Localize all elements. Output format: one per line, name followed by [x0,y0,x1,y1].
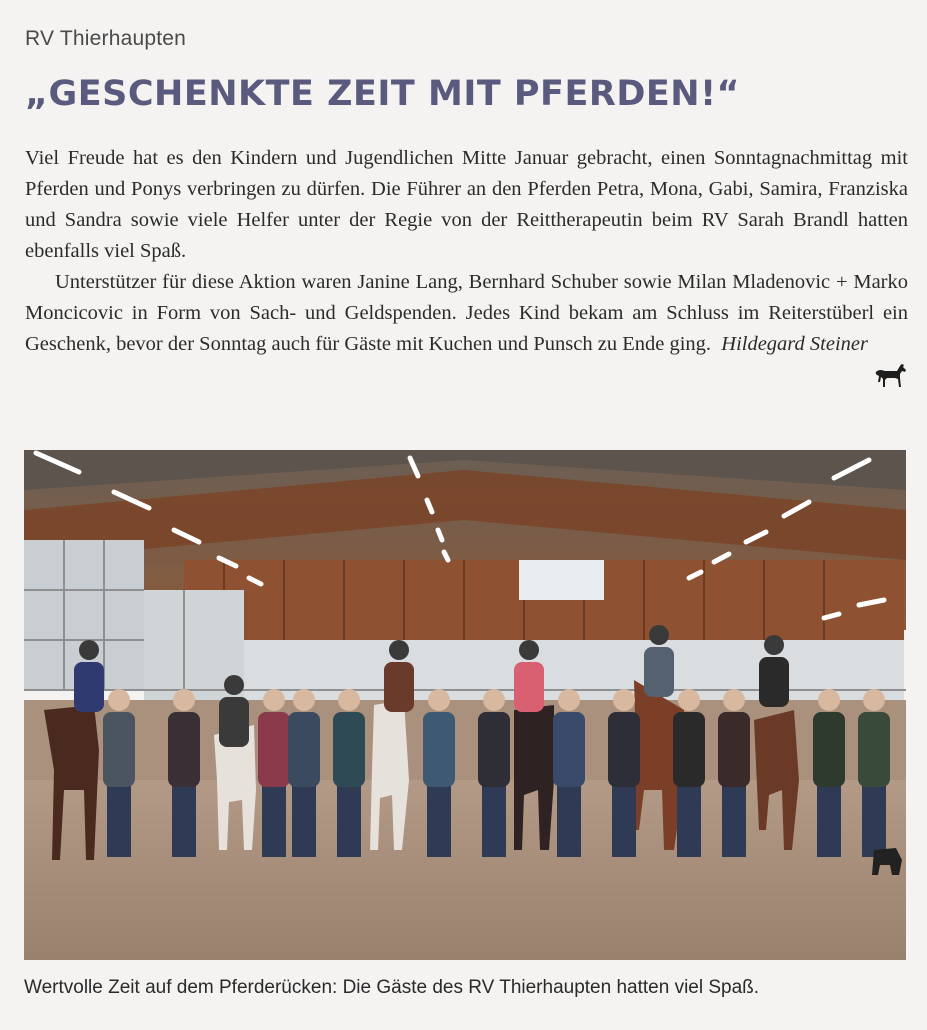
article-headline: „GESCHENKTE ZEIT MIT PFERDEN!“ [25,74,741,114]
horse-icon [873,362,907,388]
paragraph-2 [25,267,908,360]
paragraph-1: Viel Freude hat es den Kindern und Jugendlichen Mitte Januar gebracht, einen Sonntagnachmittag mit Pferden und Ponys verbringen zu dürfen. Die Führer an den Pferden Petra, Mona, Gabi, Samira, Franziska und Sandra sowie viele Helfer unter der Regie von der Reittherapeutin beim RV Sarah Brandl hatten ebenfalls viel Spaß. [25,147,908,262]
paragraph-2-text: Unterstützer für diese Aktion waren Janine Lang, Bernhard Schuber sowie Milan Mladenovic + Marko Moncicovic in Form von Sach- und Geldspenden. Jedes Kind bekam am Schluss im Reiterstüberl ein Geschenk, bevor der Sonntag auch für Gäste mit Kuchen und Punsch zu Ende ging. [25,271,908,355]
photo-caption: Wertvolle Zeit auf dem Pferderücken: Die Gäste des RV Thierhaupten hatten viel Spaß. [24,977,760,998]
riding-arena-photo [24,450,906,960]
author-name: Hildegard Steiner [721,333,868,355]
article-body [25,143,908,360]
club-name: RV Thierhaupten [25,27,187,50]
